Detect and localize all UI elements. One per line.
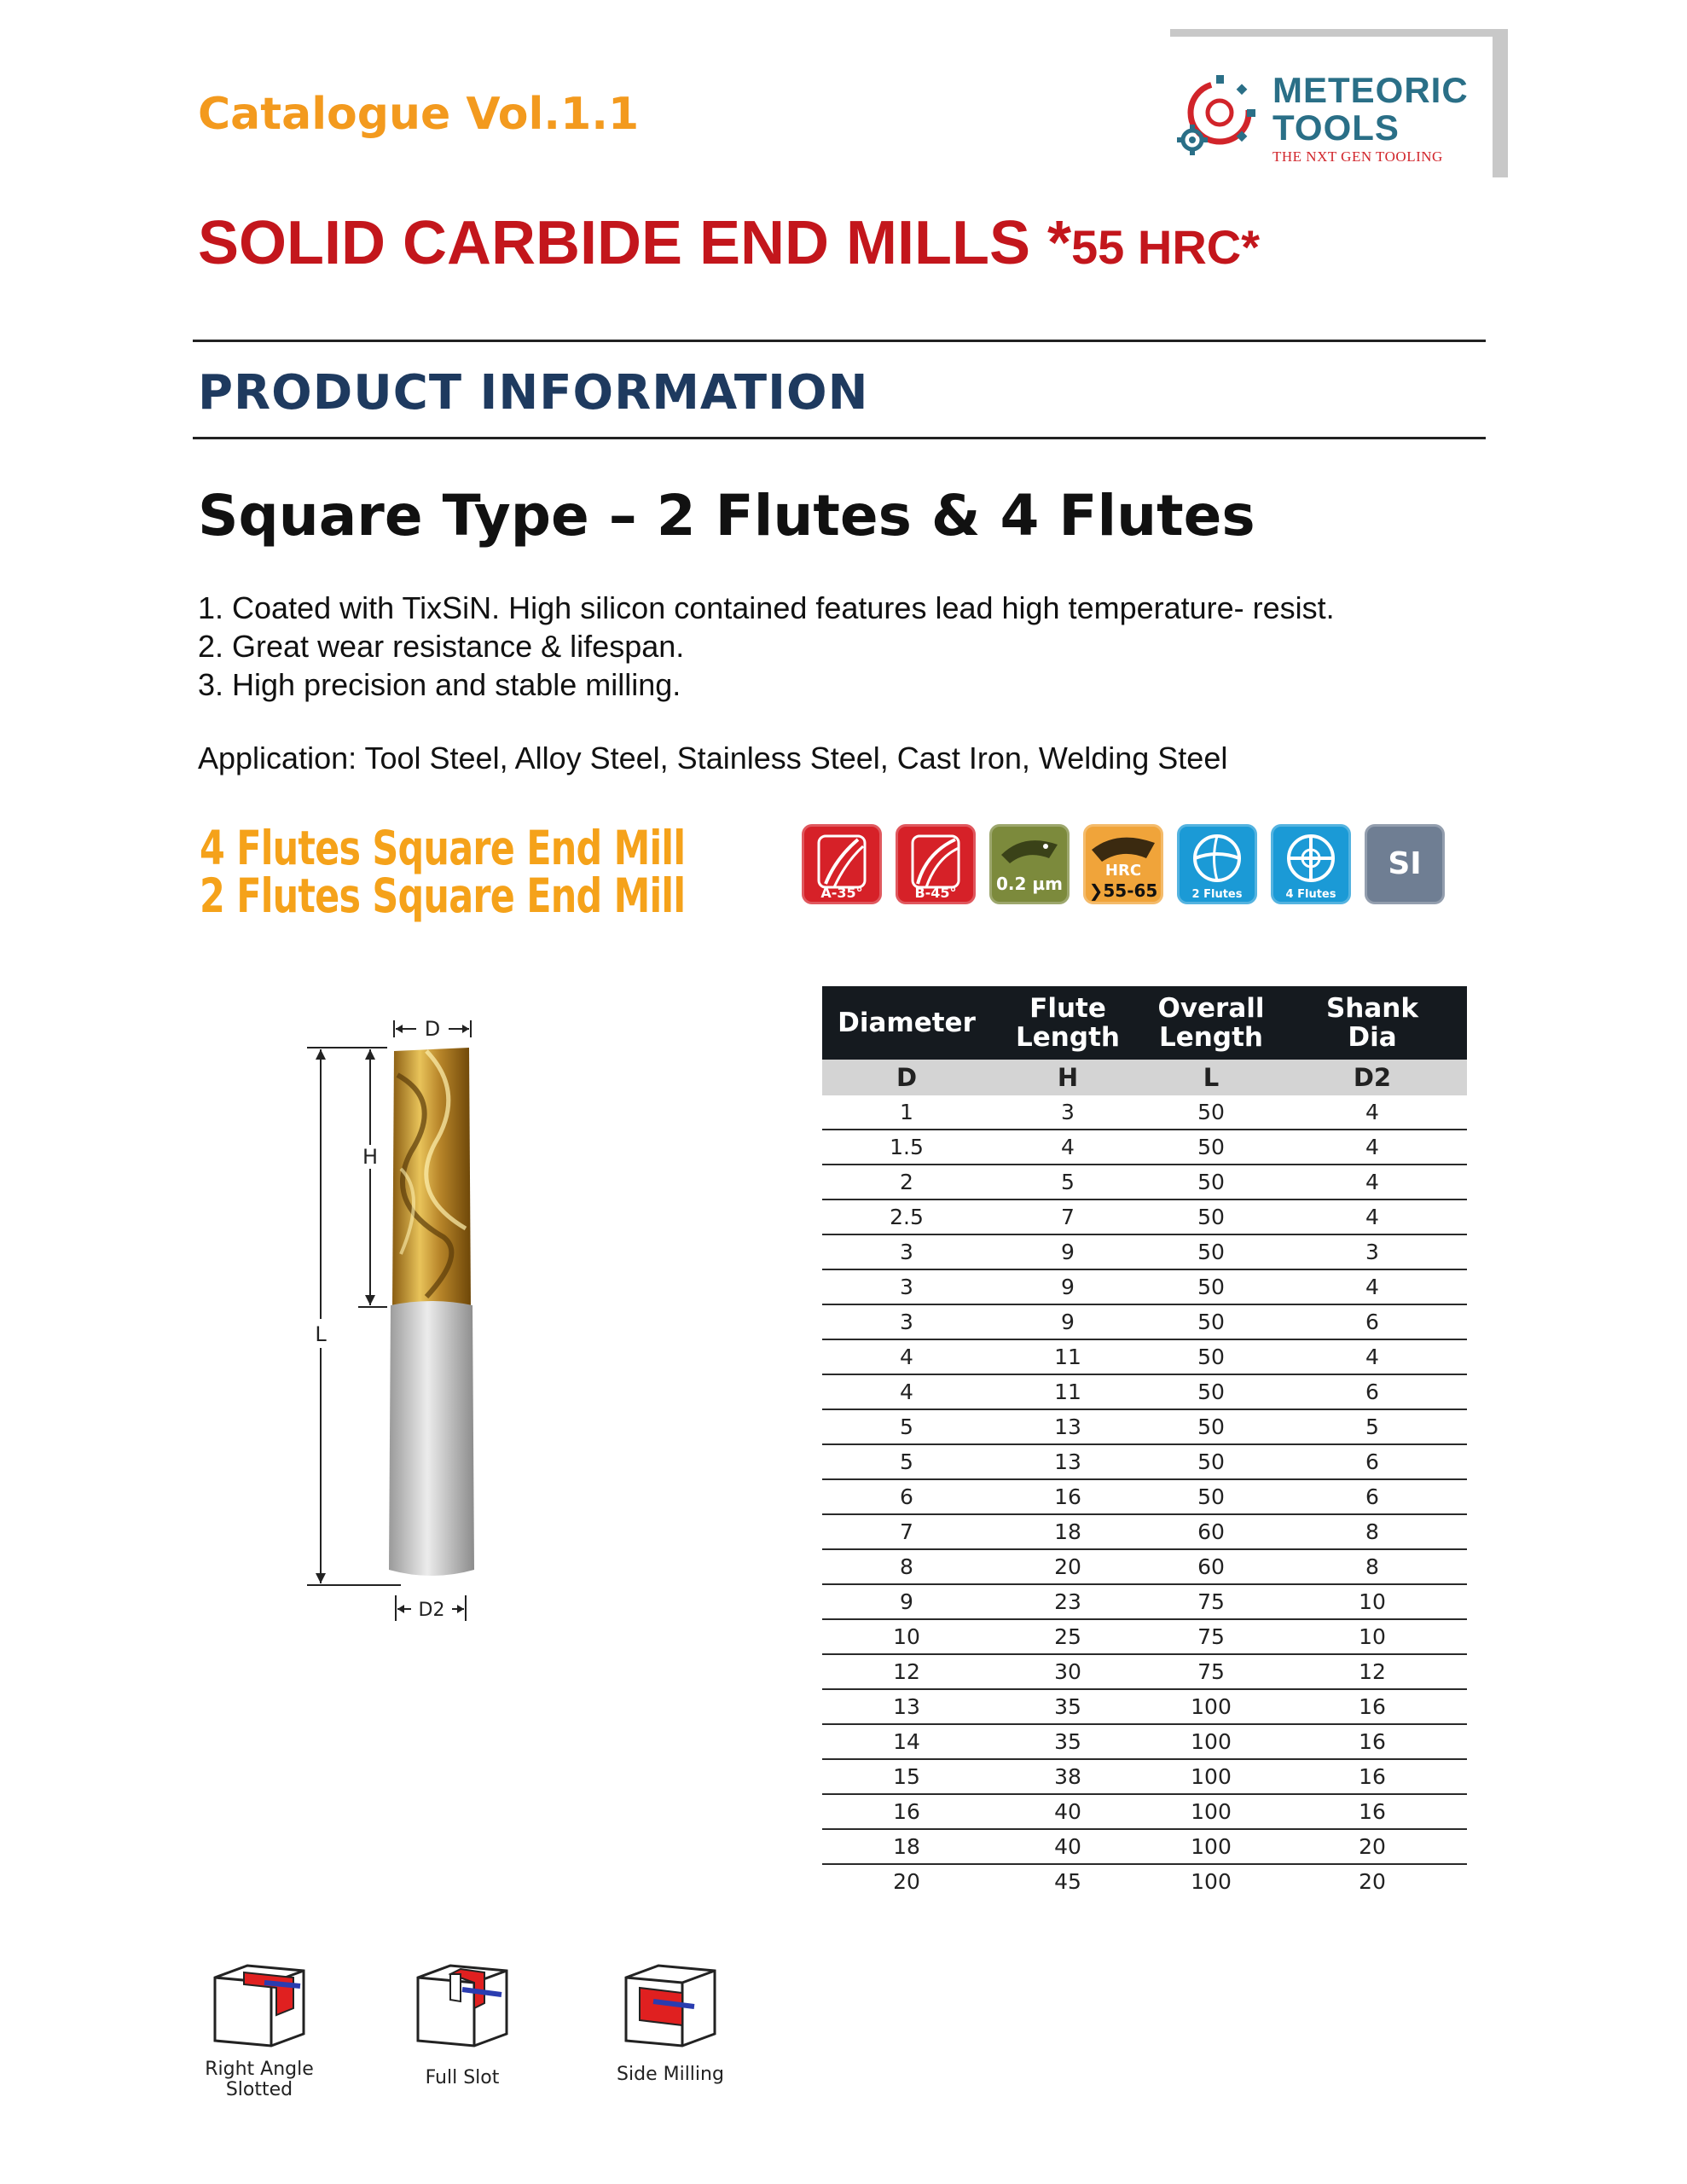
table-row	[822, 1549, 1467, 1584]
table-cell: 50	[1145, 1165, 1278, 1199]
table-cell: 4	[1278, 1269, 1467, 1304]
table-cell: 50	[1145, 1304, 1278, 1339]
table-cell: 3	[1278, 1234, 1467, 1269]
table-row	[822, 1095, 1467, 1130]
right-angle-slotted-icon	[205, 1949, 316, 2051]
table-row	[822, 1514, 1467, 1549]
four-flutes-label: 4 Flutes	[1285, 888, 1336, 901]
table-cell: 50	[1145, 1199, 1278, 1234]
table-cell: 75	[1145, 1654, 1278, 1689]
application-text: Application: Tool Steel, Alloy Steel, Stainless Steel, Cast Iron, Welding Steel	[198, 741, 1228, 775]
symbol-l: L	[1145, 1060, 1278, 1095]
symbol-d: D	[822, 1060, 991, 1095]
op-right-angle-line1: Right Angle	[205, 2059, 314, 2080]
table-cell: 75	[1145, 1584, 1278, 1619]
table-cell: 4	[1278, 1130, 1467, 1165]
table-cell: 14	[822, 1724, 991, 1759]
header-diameter-text: Diameter	[838, 1008, 976, 1038]
table-cell: 5	[822, 1409, 991, 1444]
dim-d-label: D	[424, 1017, 441, 1041]
table-cell: 4	[822, 1374, 991, 1409]
table-cell: 2.5	[822, 1199, 991, 1234]
catalogue-label: Catalogue Vol.1.1	[198, 89, 640, 140]
table-row	[822, 1199, 1467, 1234]
table-header-row	[822, 986, 1467, 1060]
table-cell: 9	[991, 1234, 1145, 1269]
table-cell: 12	[1278, 1654, 1467, 1689]
table-cell: 12	[822, 1654, 991, 1689]
table-cell: 100	[1145, 1724, 1278, 1759]
divider-bottom	[193, 437, 1486, 439]
table-cell: 4	[1278, 1165, 1467, 1199]
table-cell: 50	[1145, 1269, 1278, 1304]
table-cell: 10	[1278, 1619, 1467, 1654]
hrc-range-label: ❯55-65	[1088, 880, 1158, 901]
table-cell: 13	[822, 1689, 991, 1724]
table-cell: 6	[1278, 1444, 1467, 1479]
divider-top	[193, 340, 1486, 342]
table-cell: 40	[991, 1794, 1145, 1829]
logo-wordmark-line2: TOOLS	[1272, 107, 1400, 148]
gear-logo-icon	[1170, 68, 1272, 171]
table-cell: 20	[991, 1549, 1145, 1584]
table-cell: 16	[1278, 1794, 1467, 1829]
table-cell: 10	[822, 1619, 991, 1654]
table-cell: 4	[1278, 1095, 1467, 1130]
table-cell: 50	[1145, 1479, 1278, 1514]
header-overall-text: Overall	[1157, 993, 1265, 1024]
table-cell: 11	[991, 1374, 1145, 1409]
header-flute-text: Flute	[1029, 993, 1106, 1024]
table-cell: 7	[991, 1199, 1145, 1234]
header-flute-length	[991, 986, 1145, 1060]
table-cell: 6	[1278, 1374, 1467, 1409]
hrc-icon	[1083, 824, 1163, 904]
table-row	[822, 1444, 1467, 1479]
table-cell: 8	[1278, 1549, 1467, 1584]
table-cell: 16	[1278, 1759, 1467, 1794]
table-cell: 100	[1145, 1794, 1278, 1829]
table-cell: 13	[991, 1409, 1145, 1444]
table-cell: 18	[991, 1514, 1145, 1549]
header-overall-length	[1145, 986, 1278, 1060]
table-row	[822, 1829, 1467, 1864]
table-cell: 35	[991, 1724, 1145, 1759]
table-row	[822, 1619, 1467, 1654]
table-cell: 8	[1278, 1514, 1467, 1549]
feature-list	[198, 589, 1335, 704]
table-cell: 50	[1145, 1130, 1278, 1165]
table-row	[822, 1165, 1467, 1199]
table-cell: 11	[991, 1339, 1145, 1374]
table-body	[822, 1095, 1467, 1898]
table-cell: 8	[822, 1549, 991, 1584]
product-subtitle: Square Type – 2 Flutes & 4 Flutes	[198, 483, 1255, 549]
table-cell: 60	[1145, 1514, 1278, 1549]
table-cell: 50	[1145, 1339, 1278, 1374]
table-cell: 23	[991, 1584, 1145, 1619]
coating-si-label: SI	[1388, 846, 1422, 881]
table-cell: 100	[1145, 1829, 1278, 1864]
helix-a-label: A-35°	[820, 885, 863, 901]
table-cell: 40	[991, 1829, 1145, 1864]
table-cell: 16	[1278, 1689, 1467, 1724]
helix-angle-b-icon	[896, 824, 976, 904]
header-shank-dia-text: Dia	[1348, 1022, 1397, 1053]
header-shank-dia	[1278, 986, 1467, 1060]
table-row	[822, 1479, 1467, 1514]
table-cell: 6	[822, 1479, 991, 1514]
table-cell: 9	[991, 1304, 1145, 1339]
title-main: SOLID CARBIDE END MILLS *	[198, 209, 1072, 277]
table-symbol-row	[822, 1060, 1467, 1095]
dim-l-label: L	[315, 1322, 327, 1346]
table-cell: 75	[1145, 1619, 1278, 1654]
table-cell: 3	[822, 1304, 991, 1339]
table-cell: 100	[1145, 1759, 1278, 1794]
feature-item: 3. High precision and stable milling.	[198, 667, 681, 702]
table-cell: 45	[1054, 1869, 1081, 1894]
logo-tagline: THE NXT GEN TOOLING	[1272, 148, 1443, 165]
table-cell: 30	[991, 1654, 1145, 1689]
table-cell: 4	[1278, 1339, 1467, 1374]
table-cell: 3	[822, 1269, 991, 1304]
four-flutes-icon	[1271, 824, 1351, 904]
table-cell: 4	[991, 1130, 1145, 1165]
variant-2-flutes: 2 Flutes Square End Mill	[200, 868, 686, 923]
table-cell: 3	[991, 1095, 1145, 1130]
symbol-h: H	[991, 1060, 1145, 1095]
header-diameter	[822, 986, 991, 1060]
two-flutes-icon	[1177, 824, 1257, 904]
helix-angle-a-icon	[802, 824, 882, 904]
table-cell: 50	[1145, 1444, 1278, 1479]
table-row	[822, 1374, 1467, 1409]
op-right-angle-line2: Slotted	[225, 2079, 293, 2100]
spec-table	[822, 986, 1467, 1898]
table-row	[822, 1234, 1467, 1269]
dim-h-label: H	[362, 1145, 379, 1169]
table-row	[822, 1794, 1467, 1829]
header-flute-length-text: Length	[1016, 1022, 1120, 1053]
full-slot-icon	[408, 1949, 519, 2051]
dim-d2-label: D2	[418, 1600, 445, 1621]
table-row	[822, 1654, 1467, 1689]
op-side-milling-label: Side Milling	[617, 2064, 724, 2085]
table-cell: 6	[1278, 1304, 1467, 1339]
table-cell: 15	[822, 1759, 991, 1794]
table-cell: 5	[1278, 1409, 1467, 1444]
table-cell: 7	[822, 1514, 991, 1549]
table-cell: 9	[822, 1584, 991, 1619]
table-cell: 50	[1145, 1234, 1278, 1269]
table-cell: 10	[1278, 1584, 1467, 1619]
table-row	[822, 1130, 1467, 1165]
table-cell: 100	[1191, 1869, 1232, 1894]
table-cell: 25	[991, 1619, 1145, 1654]
table-row	[822, 1304, 1467, 1339]
table-row	[822, 1269, 1467, 1304]
table-cell: 20	[893, 1869, 920, 1894]
coating-si-icon	[1365, 824, 1445, 904]
table-row	[822, 1339, 1467, 1374]
table-cell: 13	[991, 1444, 1145, 1479]
table-cell: 4	[1278, 1199, 1467, 1234]
section-heading: PRODUCT INFORMATION	[198, 365, 869, 421]
table-cell: 50	[1145, 1409, 1278, 1444]
feature-item: 2. Great wear resistance & lifespan.	[198, 629, 685, 664]
table-row	[822, 1759, 1467, 1794]
table-cell: 16	[1278, 1724, 1467, 1759]
op-full-slot-label: Full Slot	[425, 2067, 500, 2088]
table-row	[822, 1864, 1467, 1898]
table-cell: 4	[822, 1339, 991, 1374]
op-right-angle-label	[191, 2059, 328, 2100]
tolerance-icon	[989, 824, 1070, 904]
table-cell: 6	[1278, 1479, 1467, 1514]
side-milling-icon	[616, 1949, 727, 2051]
table-cell: 16	[822, 1794, 991, 1829]
two-flutes-label: 2 Flutes	[1191, 888, 1243, 901]
table-cell: 20	[1359, 1869, 1386, 1894]
table-cell: 2	[822, 1165, 991, 1199]
logo-wordmark-line1: METEORIC	[1272, 70, 1469, 110]
table-cell: 5	[991, 1165, 1145, 1199]
variant-4-flutes: 4 Flutes Square End Mill	[200, 821, 686, 875]
table-cell: 50	[1145, 1374, 1278, 1409]
header-overall-length-text: Length	[1159, 1022, 1263, 1053]
table-row	[822, 1409, 1467, 1444]
page-title	[198, 208, 1260, 278]
table-cell: 100	[1145, 1689, 1278, 1724]
header-shank-text: Shank	[1325, 993, 1418, 1024]
table-row	[822, 1689, 1467, 1724]
table-cell: 60	[1145, 1549, 1278, 1584]
table-cell: 1	[822, 1095, 991, 1130]
table-cell: 16	[991, 1479, 1145, 1514]
tolerance-label: 0.2 µm	[996, 874, 1063, 894]
table-cell: 35	[991, 1689, 1145, 1724]
table-cell: 18	[822, 1829, 991, 1864]
symbol-d2: D2	[1278, 1060, 1467, 1095]
table-cell: 1.5	[822, 1130, 991, 1165]
hrc-top-label: HRC	[1104, 862, 1142, 880]
helix-b-label: B-45°	[914, 885, 957, 901]
table-row	[822, 1724, 1467, 1759]
table-cell: 5	[822, 1444, 991, 1479]
title-hrc: 55 HRC*	[1071, 220, 1260, 274]
table-cell: 9	[991, 1269, 1145, 1304]
table-cell: 20	[1278, 1829, 1467, 1864]
table-cell: 50	[1145, 1095, 1278, 1130]
table-cell: 3	[822, 1234, 991, 1269]
table-row	[822, 1584, 1467, 1619]
end-mill-drawing	[299, 998, 503, 1647]
feature-item: 1. Coated with TixSiN. High silicon contained features lead high temperature- resist.	[198, 590, 1335, 625]
table-cell: 38	[991, 1759, 1145, 1794]
